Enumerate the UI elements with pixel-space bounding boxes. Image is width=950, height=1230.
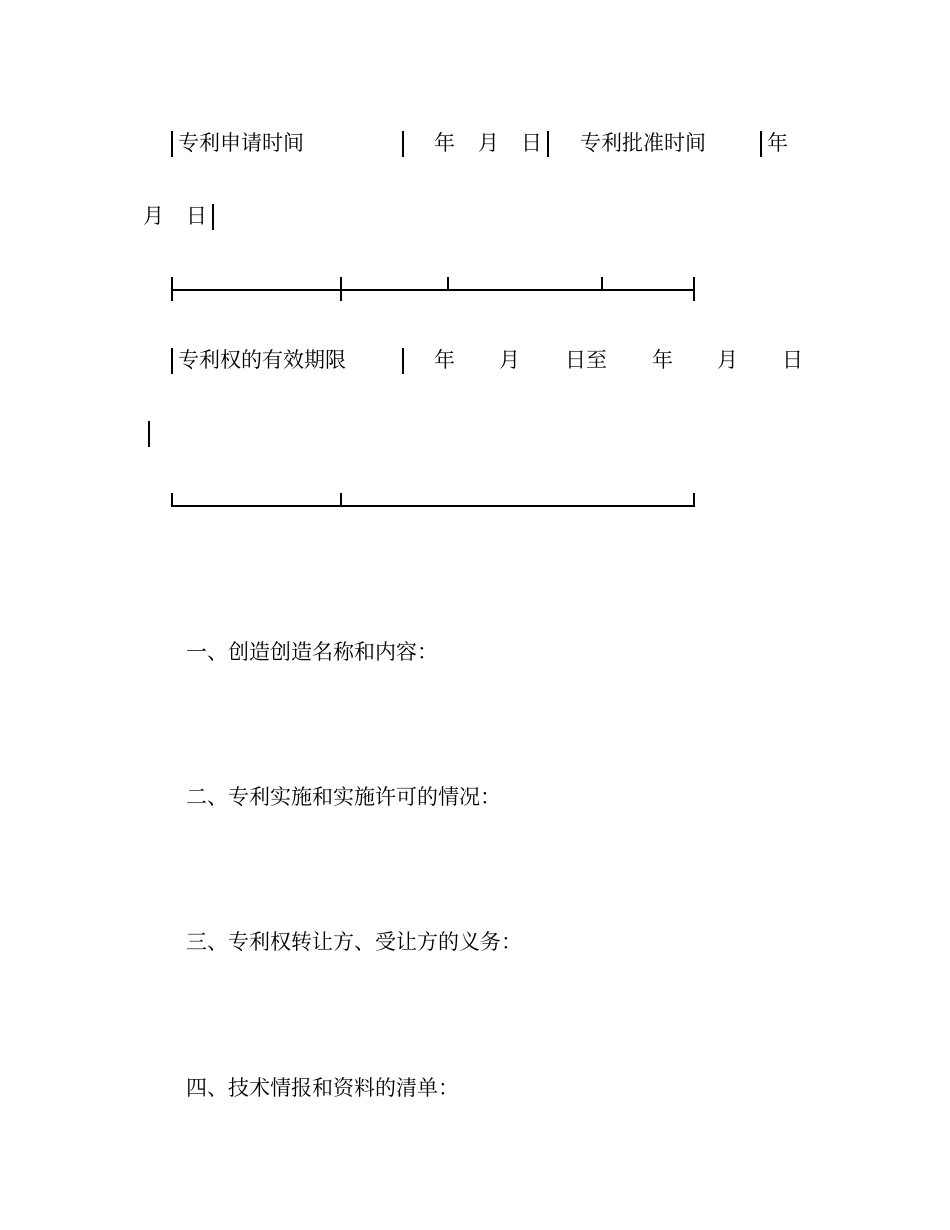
rule-bottom-tick — [340, 493, 342, 507]
application-month-unit: 月 — [478, 131, 499, 155]
validity-end-year-unit: 年 — [652, 348, 673, 372]
rule-1-tick — [171, 277, 173, 301]
validity-end-day-unit: 日 — [782, 348, 803, 372]
validity-end-month-unit: 月 — [717, 348, 738, 372]
patent-approval-date-label: 专利批准时间 — [580, 131, 706, 155]
table-rule-1 — [171, 289, 695, 291]
validity-start-month-unit: 月 — [499, 348, 520, 372]
approval-day-unit: 日 — [186, 204, 207, 228]
table-border-right-r1 — [212, 204, 214, 230]
table-border-left-r1 — [171, 131, 173, 157]
rule-1-tick — [340, 277, 342, 301]
section-heading-3: 三、专利权转让方、受让方的义务： — [186, 930, 522, 954]
section-heading-1: 一、创造创造名称和内容： — [186, 640, 438, 664]
approval-month-unit: 月 — [143, 204, 164, 228]
table-border-left-r2 — [171, 348, 173, 374]
table-divider-r1a — [402, 131, 404, 157]
table-rule-bottom — [171, 505, 695, 507]
validity-start-year-unit: 年 — [434, 348, 455, 372]
table-border-right-r2 — [148, 421, 150, 447]
patent-validity-period-label: 专利权的有效期限 — [178, 348, 346, 372]
validity-start-day-to: 日至 — [565, 348, 607, 372]
patent-application-date-label: 专利申请时间 — [178, 131, 304, 155]
application-day-unit: 日 — [521, 131, 542, 155]
rule-1-tick — [601, 277, 603, 290]
rule-bottom-tick — [693, 493, 695, 507]
approval-year-unit: 年 — [767, 131, 788, 155]
section-heading-4: 四、技术情报和资料的清单： — [186, 1076, 459, 1100]
table-divider-r2a — [402, 348, 404, 374]
rule-1-tick — [693, 277, 695, 301]
application-year-unit: 年 — [434, 131, 455, 155]
table-divider-r1b — [547, 131, 549, 157]
table-divider-r1c — [760, 131, 762, 157]
rule-1-tick — [447, 277, 449, 290]
rule-bottom-tick — [171, 493, 173, 507]
section-heading-2: 二、专利实施和实施许可的情况： — [186, 785, 501, 809]
